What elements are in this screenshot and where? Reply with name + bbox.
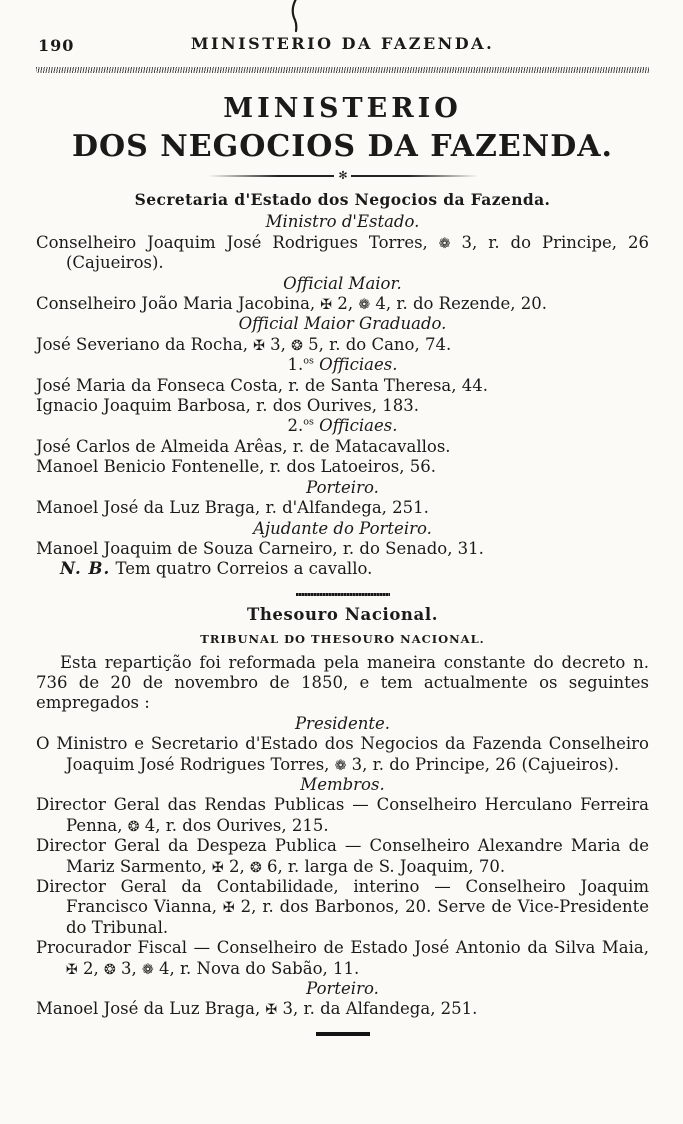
office-title: Official Maior.	[283, 273, 402, 293]
footer-rule	[316, 1032, 370, 1036]
entry-line: José Maria da Fonseca Costa, r. de Santa Theresa, 44.	[36, 375, 488, 395]
ornament-divider	[208, 170, 478, 181]
line-lead: 1.$^{os}$	[287, 355, 314, 375]
star-medal-icon: ❂	[291, 337, 303, 354]
page-number: 190	[38, 36, 75, 55]
office-title: 2.$^{os}$ Officiaes.	[287, 416, 398, 436]
rosette-medal-icon: ❁	[438, 235, 451, 252]
office-title: Official Maior Graduado.	[238, 314, 447, 334]
intro-paragraph: Esta repartição foi reformada pela maneira constante do decreto n. 736 de 20 de novembro de 1850, e tem actualmente os seguintes empregados :	[36, 652, 649, 713]
line-lead: N. B.	[60, 559, 111, 579]
thesouro-heading: Thesouro Nacional.	[246, 604, 439, 624]
ordinal-suffix: os	[303, 416, 314, 428]
rosette-medal-icon: ❁	[334, 757, 347, 774]
office-title: Porteiro.	[306, 477, 379, 497]
entry-line: Director Geral da Despeza Publica — Conselheiro Alexandre Maria de Mariz Sarmento, ✠ 2, ❂ 6, r. larga de S. Joaquim, 70.	[36, 836, 649, 876]
main-title: MINISTERIO	[223, 93, 462, 124]
cross-medal-icon: ✠	[222, 900, 235, 917]
ornament-flower-icon: ✻	[338, 169, 347, 182]
rosette-medal-icon: ❁	[358, 297, 371, 314]
office-title: Membros.	[300, 774, 385, 794]
line-lead: 2.$^{os}$	[287, 416, 314, 436]
star-medal-icon: ❂	[103, 961, 116, 978]
cross-medal-icon: ✠	[320, 297, 333, 314]
office-title: Porteiro.	[306, 979, 379, 999]
main-subtitle: DOS NEGOCIOS DA FAZENDA.	[72, 129, 613, 164]
tribunal-heading: TRIBUNAL DO THESOURO NACIONAL.	[200, 632, 485, 647]
entry-line: Ignacio Joaquim Barbosa, r. dos Ourives, 183.	[36, 396, 419, 416]
cross-medal-icon: ✠	[265, 1002, 278, 1019]
entry-line: Director Geral das Rendas Publicas — Conselheiro Herculano Ferreira Penna, ❂ 4, r. dos Ourives, 215.	[36, 795, 649, 835]
ornament-line	[351, 175, 478, 177]
entry-line: Director Geral da Contabilidade, interino — Conselheiro Joaquim Francisco Vianna, ✠ 2, r. dos Barbonos, 20. Serve de Vice-Presidente do Tribunal.	[36, 877, 650, 937]
office-title: Ajudante do Porteiro.	[253, 518, 432, 538]
section-divider-rule	[296, 593, 390, 596]
office-title: Ministro d'Estado.	[265, 212, 420, 232]
entry-line: Procurador Fiscal — Conselheiro de Estado José Antonio da Silva Maia, ✠ 2, ❂ 3, ❁ 4, r. Nova do Sabão, 11.	[36, 938, 649, 978]
header-rule	[36, 67, 649, 73]
star-medal-icon: ❂	[127, 818, 140, 835]
page-body	[36, 190, 649, 1036]
entry-line: Manoel Joaquim de Souza Carneiro, r. do Senado, 31.	[36, 538, 484, 558]
office-title: 1.$^{os}$ Officiaes.	[287, 355, 398, 375]
running-title: MINISTERIO DA FAZENDA.	[190, 34, 495, 53]
entry-line: Conselheiro João Maria Jacobina, ✠ 2, ❁ 4, r. do Rezende, 20.	[36, 294, 548, 314]
cross-medal-icon: ✠	[211, 859, 224, 876]
entry-line: José Carlos de Almeida Arêas, r. de Matacavallos.	[36, 436, 451, 456]
entry-line: Manoel Benicio Fontenelle, r. dos Latoeiros, 56.	[36, 457, 436, 477]
ink-mark	[282, 0, 312, 38]
ordinal-suffix: os	[303, 355, 314, 367]
rosette-medal-icon: ❁	[141, 961, 154, 978]
cross-medal-icon: ✠	[66, 961, 78, 978]
office-title: Presidente.	[294, 713, 391, 733]
entry-line: José Severiano da Rocha, ✠ 3, ❂ 5, r. do Cano, 74.	[36, 334, 452, 354]
page-header	[36, 34, 649, 56]
cross-medal-icon: ✠	[253, 337, 265, 354]
ornament-line	[208, 175, 335, 177]
star-medal-icon: ❂	[249, 859, 262, 876]
nota-bene: N. B. Tem quatro Correios a cavallo.	[60, 559, 373, 579]
entry-line: O Ministro e Secretario d'Estado dos Negocios da Fazenda Conselheiro Joaquim José Rodrigues Torres, ❁ 3, r. do Principe, 26 (Cajueiros).	[36, 734, 649, 774]
entry-line: Conselheiro Joaquim José Rodrigues Torres, ❁ 3, r. do Principe, 26 (Cajueiros).	[36, 232, 649, 273]
entry-line: Manoel José da Luz Braga, ✠ 3, r. da Alfandega, 251.	[36, 999, 478, 1019]
entry-line: Manoel José da Luz Braga, r. d'Alfandega, 251.	[36, 498, 429, 518]
secretaria-heading: Secretaria d'Estado dos Negocios da Fazenda.	[134, 190, 551, 209]
